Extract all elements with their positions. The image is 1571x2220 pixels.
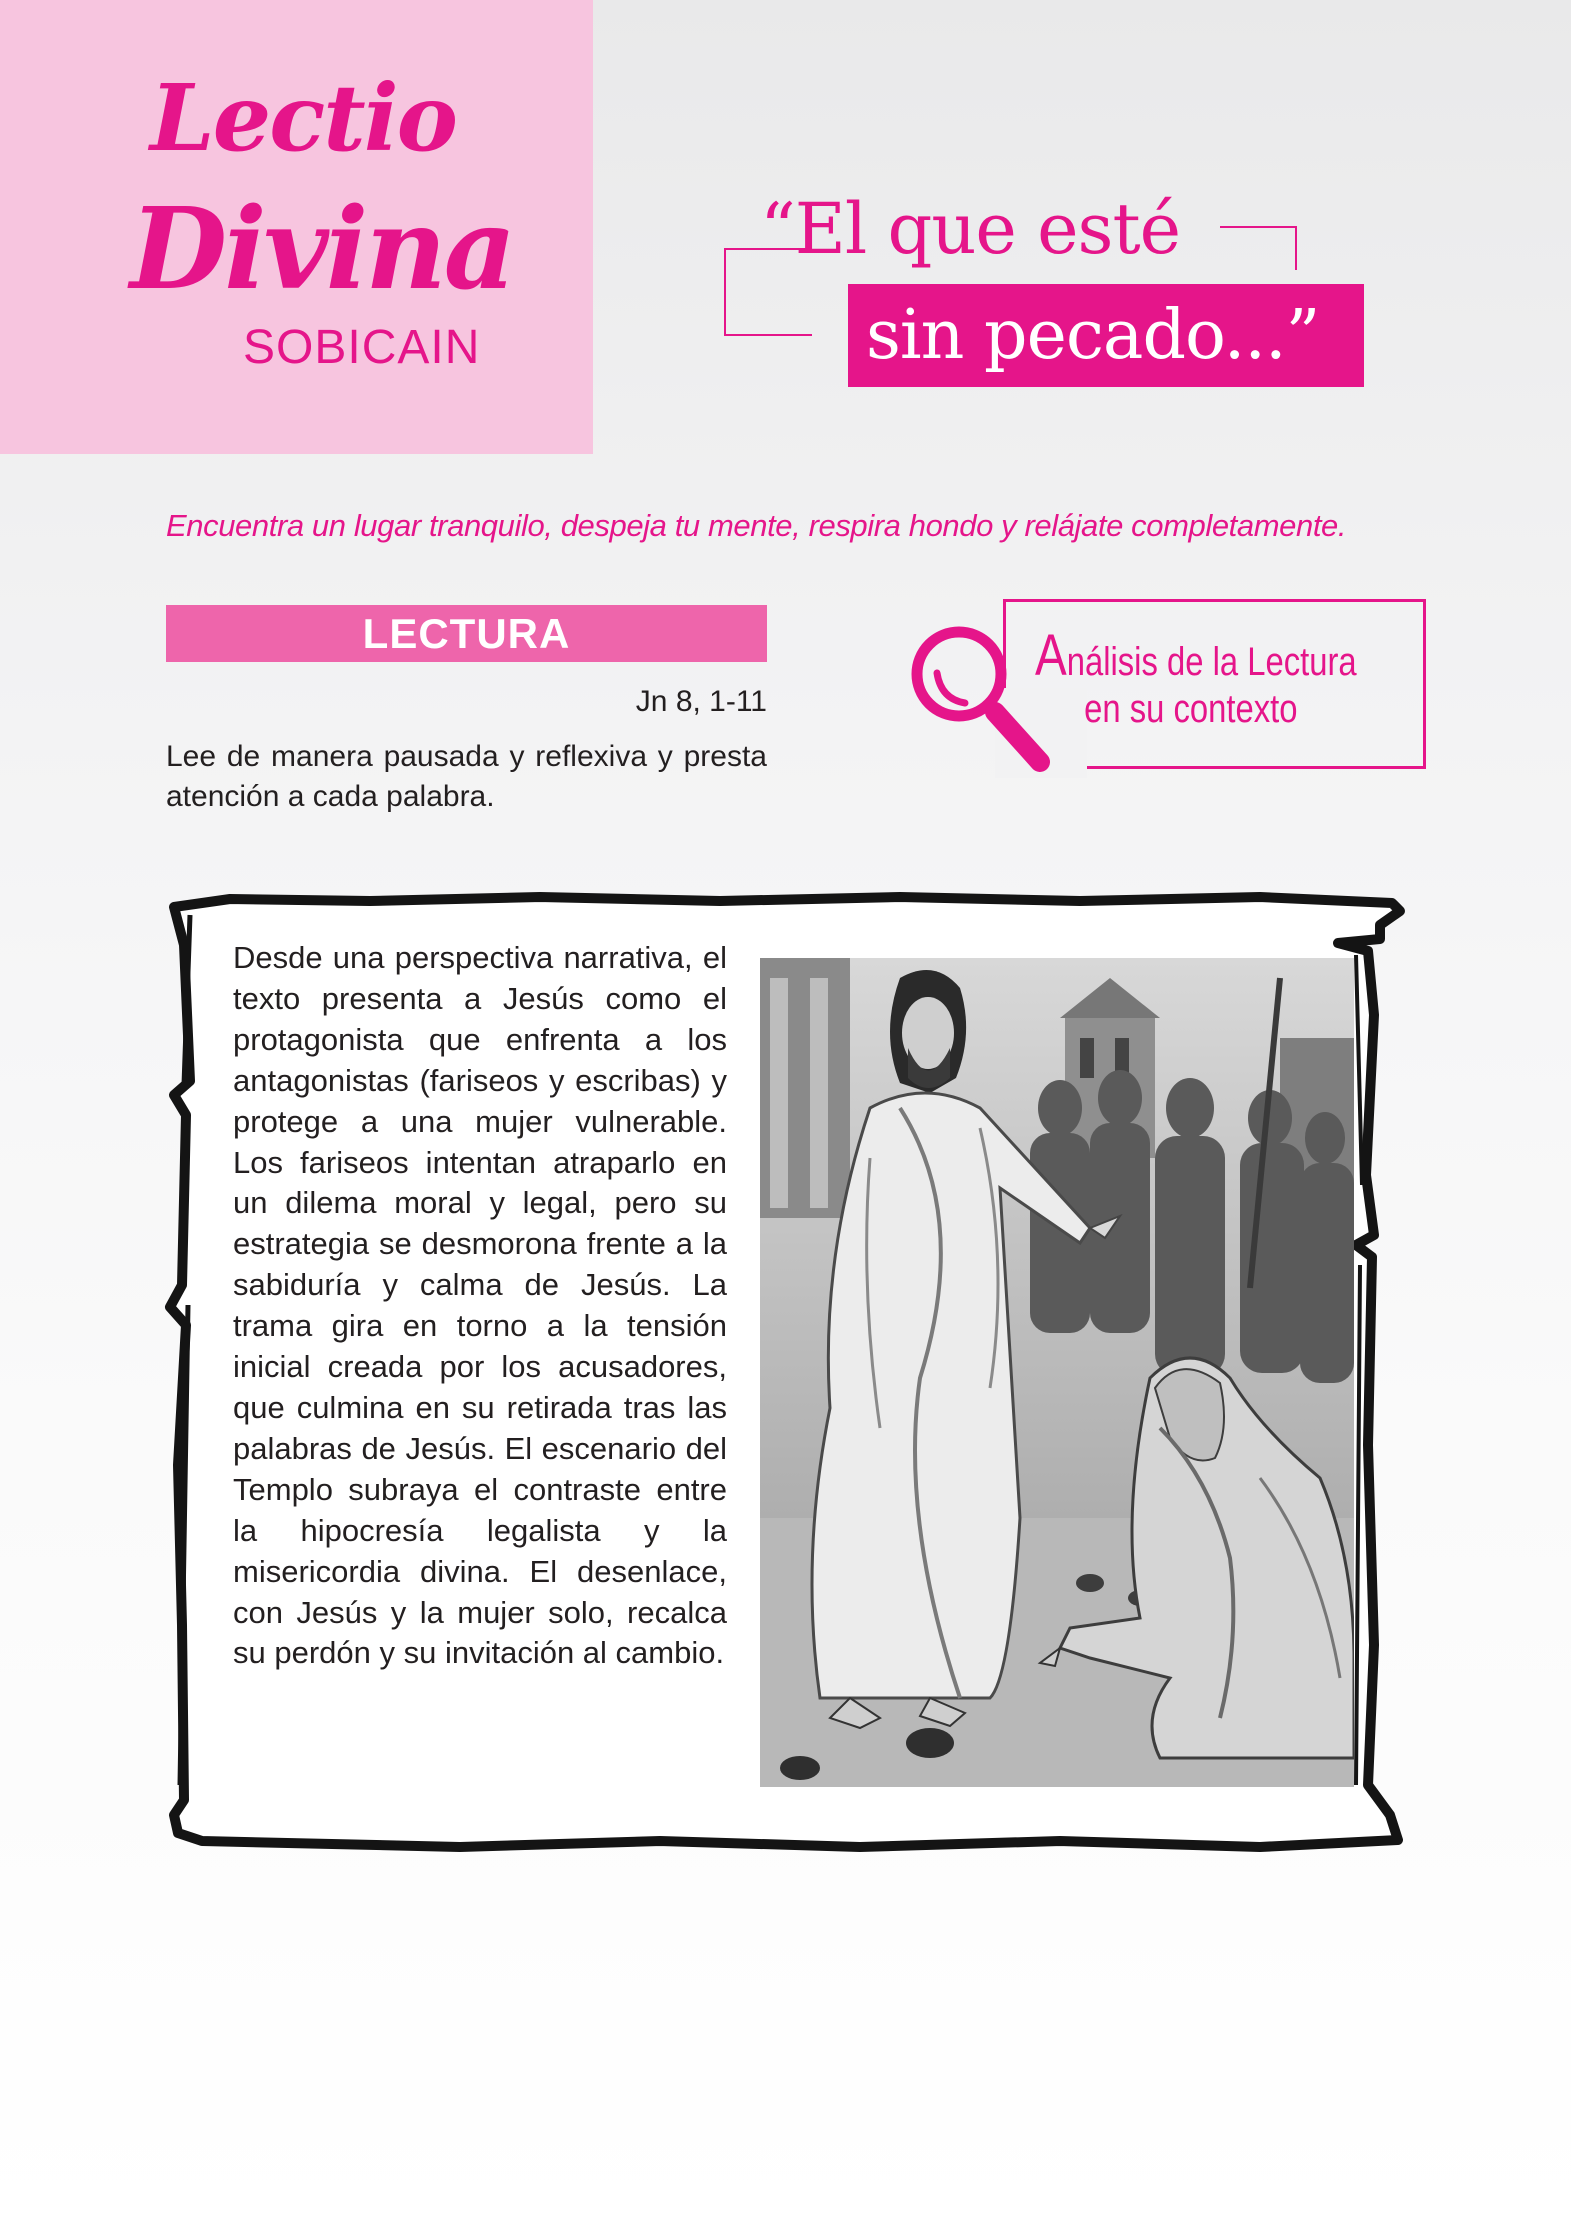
lectura-heading: LECTURA bbox=[166, 605, 767, 662]
title-line-1: “El que esté bbox=[760, 188, 1180, 270]
analysis-line-1: nálisis de la Lectura bbox=[1066, 640, 1357, 684]
analysis-label bbox=[1035, 623, 1357, 733]
intro-text: Encuentra un lugar tranquilo, despeja tu mente, respira hondo y relájate completamente. bbox=[166, 508, 1347, 543]
analysis-line-2: en su contexto bbox=[1084, 687, 1298, 731]
bible-reference: Jn 8, 1-11 bbox=[635, 685, 767, 718]
analysis-first-letter: A bbox=[1035, 623, 1067, 688]
title-line-2: sin pecado...” bbox=[848, 284, 1364, 387]
logo-box bbox=[0, 0, 593, 454]
logo-sobicain: SOBICAIN bbox=[243, 321, 481, 374]
logo-lectio: Lectio bbox=[150, 64, 457, 172]
jesus-and-woman-illustration bbox=[760, 958, 1354, 1787]
title-bracket-right bbox=[1220, 226, 1297, 270]
logo-divina: Divina bbox=[130, 184, 514, 315]
reading-instruction: Lee de manera pausada y reflexiva y presta atención a cada palabra. bbox=[166, 740, 767, 813]
analysis-body-text: Desde una perspectiva narrativa, el texto presenta a Jesús como el protagonista que enfrenta a los antagonistas (fariseos y escribas) y protege a una mujer vulnerable. Los fariseos intentan atraparlo en un dilema moral y legal, pero su estrategia se desmorona frente a la sabiduría y calma de Jesús. La trama gira en torno a la tensión inicial creada por los acusadores, que culmina en su retirada tras las palabras de Jesús. El escenario del Templo subraya el contraste entre la hipocresía legalista y la misericordia divina. El desenlace, con Jesús y la mujer solo, recalca su perdón y su invitación al cambio. bbox=[233, 940, 727, 1671]
